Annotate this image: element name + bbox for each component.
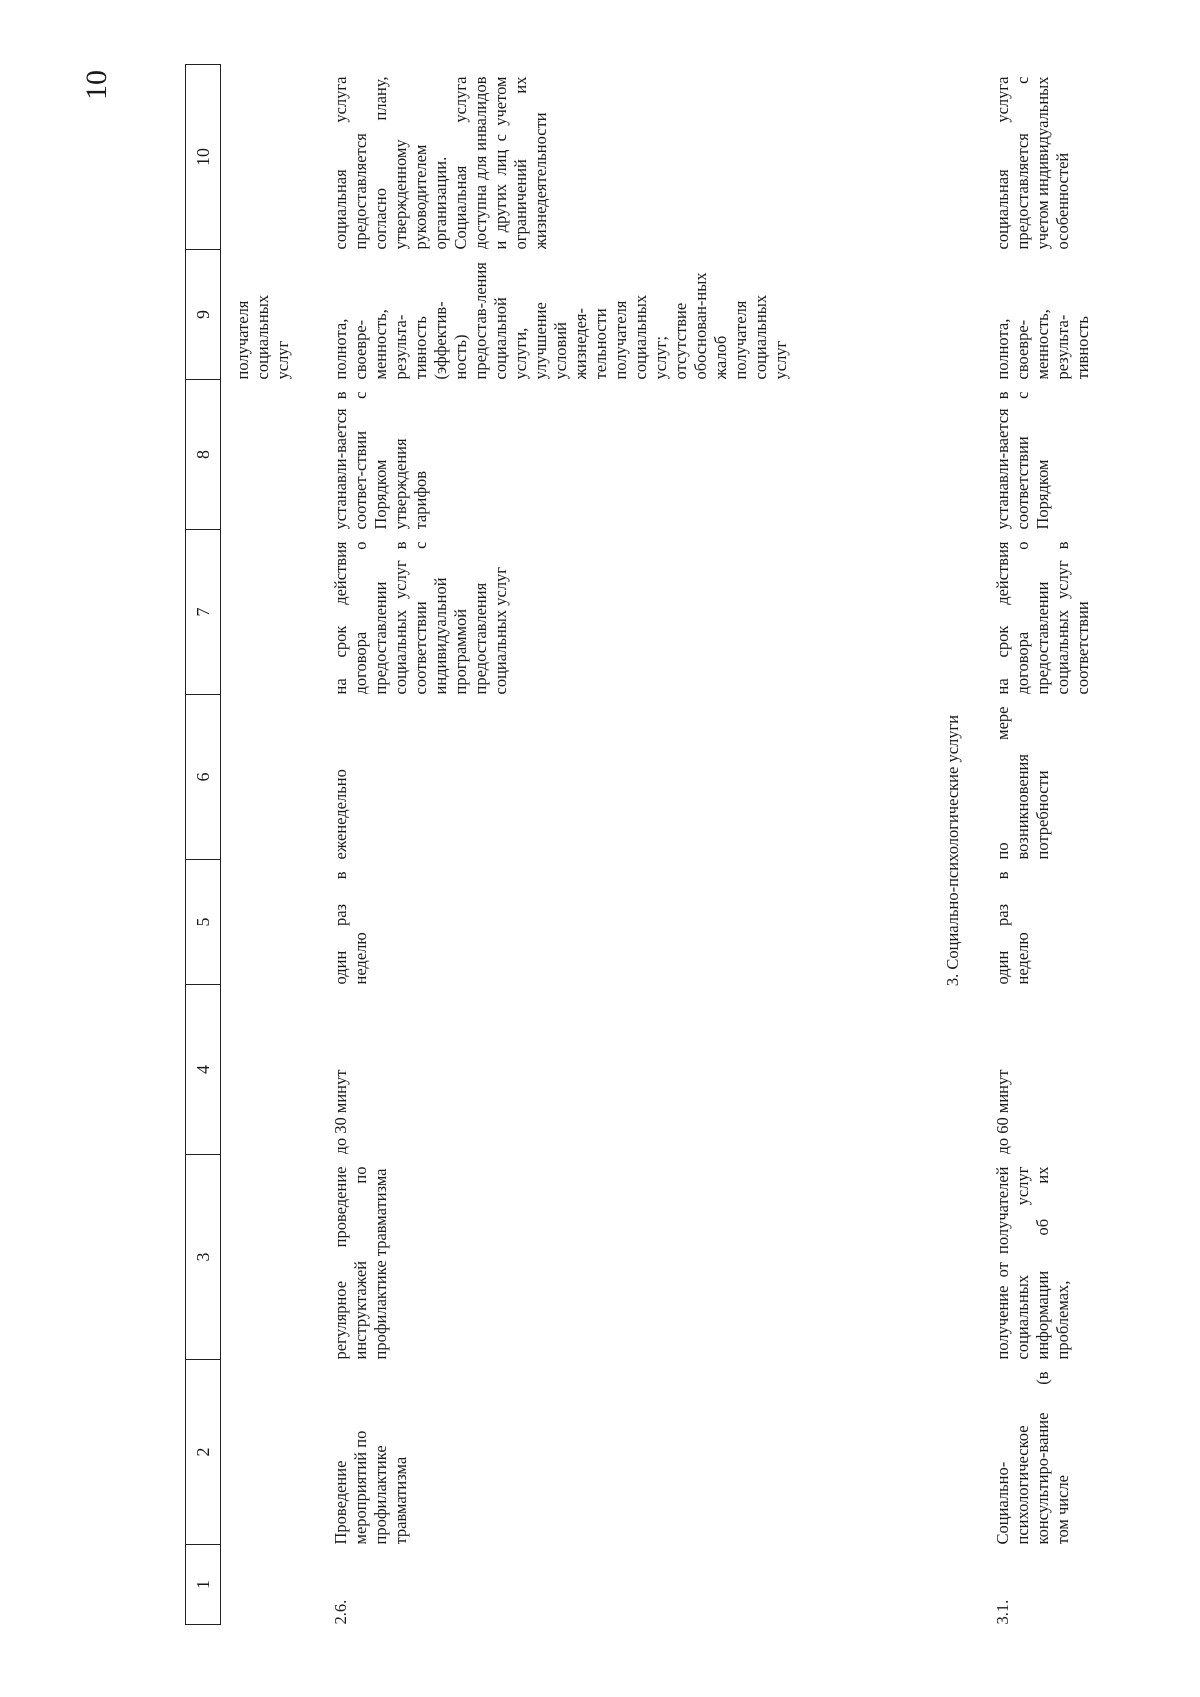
- service-duration: до 30 минут: [331, 1069, 350, 1155]
- service-name: Социально-психологическое консультиро-вание (в том числе: [993, 1371, 1072, 1545]
- header-cell: 5: [186, 860, 221, 985]
- service-quality: полнота, своевре-менность, результа-тивность (эффектив-ность) предостав-ления социальной услуги, улучшение условий жизнедея-тельности получателя социальных услуг; отсутствие обоснован-ных жалоб получателя социальных услуг: [331, 262, 790, 380]
- row-number: 2.6.: [331, 1599, 350, 1625]
- service-term: на срок действия договора о предоставлении социальных услуг в соответствии: [993, 541, 1092, 695]
- continuation-quality-cell: получателя социальных услуг: [233, 294, 292, 380]
- service-term: на срок действия договора о предоставлении социальных услуг в соответствии с индивидуальной программой предоставления социальных услуг: [331, 541, 510, 695]
- header-cell: 8: [186, 380, 221, 530]
- service-duration: до 60 минут: [993, 1069, 1012, 1155]
- service-volume: по мере возникновения потребности: [993, 706, 1052, 860]
- page-number: 10: [80, 70, 113, 100]
- header-cell: 1: [186, 1545, 221, 1625]
- service-volume: еженедельно: [331, 769, 350, 860]
- service-name: Проведение мероприятий по профилактике травматизма: [331, 1430, 410, 1545]
- section-row: [931, 65, 987, 1625]
- rotated-table-area: [185, 5, 1200, 1625]
- section-title: 3. Социально-психологические услуги: [943, 714, 962, 987]
- service-description: регулярное проведение инструктажей по профилактике травматизма: [331, 1166, 390, 1360]
- header-cell: 7: [186, 530, 221, 695]
- service-tariff: устанавли-вается в соответ-ствии с Порядком утверждения тарифов: [331, 391, 430, 530]
- table-row: [987, 65, 1093, 1625]
- table-row: [317, 65, 931, 1625]
- service-conditions: социальная услуга предоставляется согласно плану, утвержденному руководителем организации. Социальная услуга доступна для инвалидов и других лиц с учетом ограничений их жизнедеятельности: [331, 76, 550, 250]
- header-cell: 4: [186, 985, 221, 1155]
- table-header-row: [186, 65, 221, 1625]
- service-periodicity: один раз в неделю: [331, 871, 370, 985]
- service-description: получение от получателей социальных услуг информации об их проблемах,: [993, 1166, 1072, 1360]
- services-table: [185, 64, 1093, 1625]
- header-cell: 6: [186, 695, 221, 860]
- service-quality: полнота, своевре-менность, результа-тивность: [993, 309, 1092, 380]
- row-number: 3.1.: [993, 1599, 1012, 1625]
- table-row-continuation: [221, 65, 318, 1625]
- service-conditions: социальная услуга предоставляется с учетом индивидуальных особенностей: [993, 76, 1072, 250]
- header-cell: 2: [186, 1360, 221, 1545]
- header-cell: 9: [186, 250, 221, 380]
- header-cell: 3: [186, 1155, 221, 1360]
- service-periodicity: один раз в неделю: [993, 871, 1032, 985]
- header-cell: 10: [186, 65, 221, 250]
- service-tariff: устанавли-вается в соответствии с Порядком: [993, 391, 1052, 530]
